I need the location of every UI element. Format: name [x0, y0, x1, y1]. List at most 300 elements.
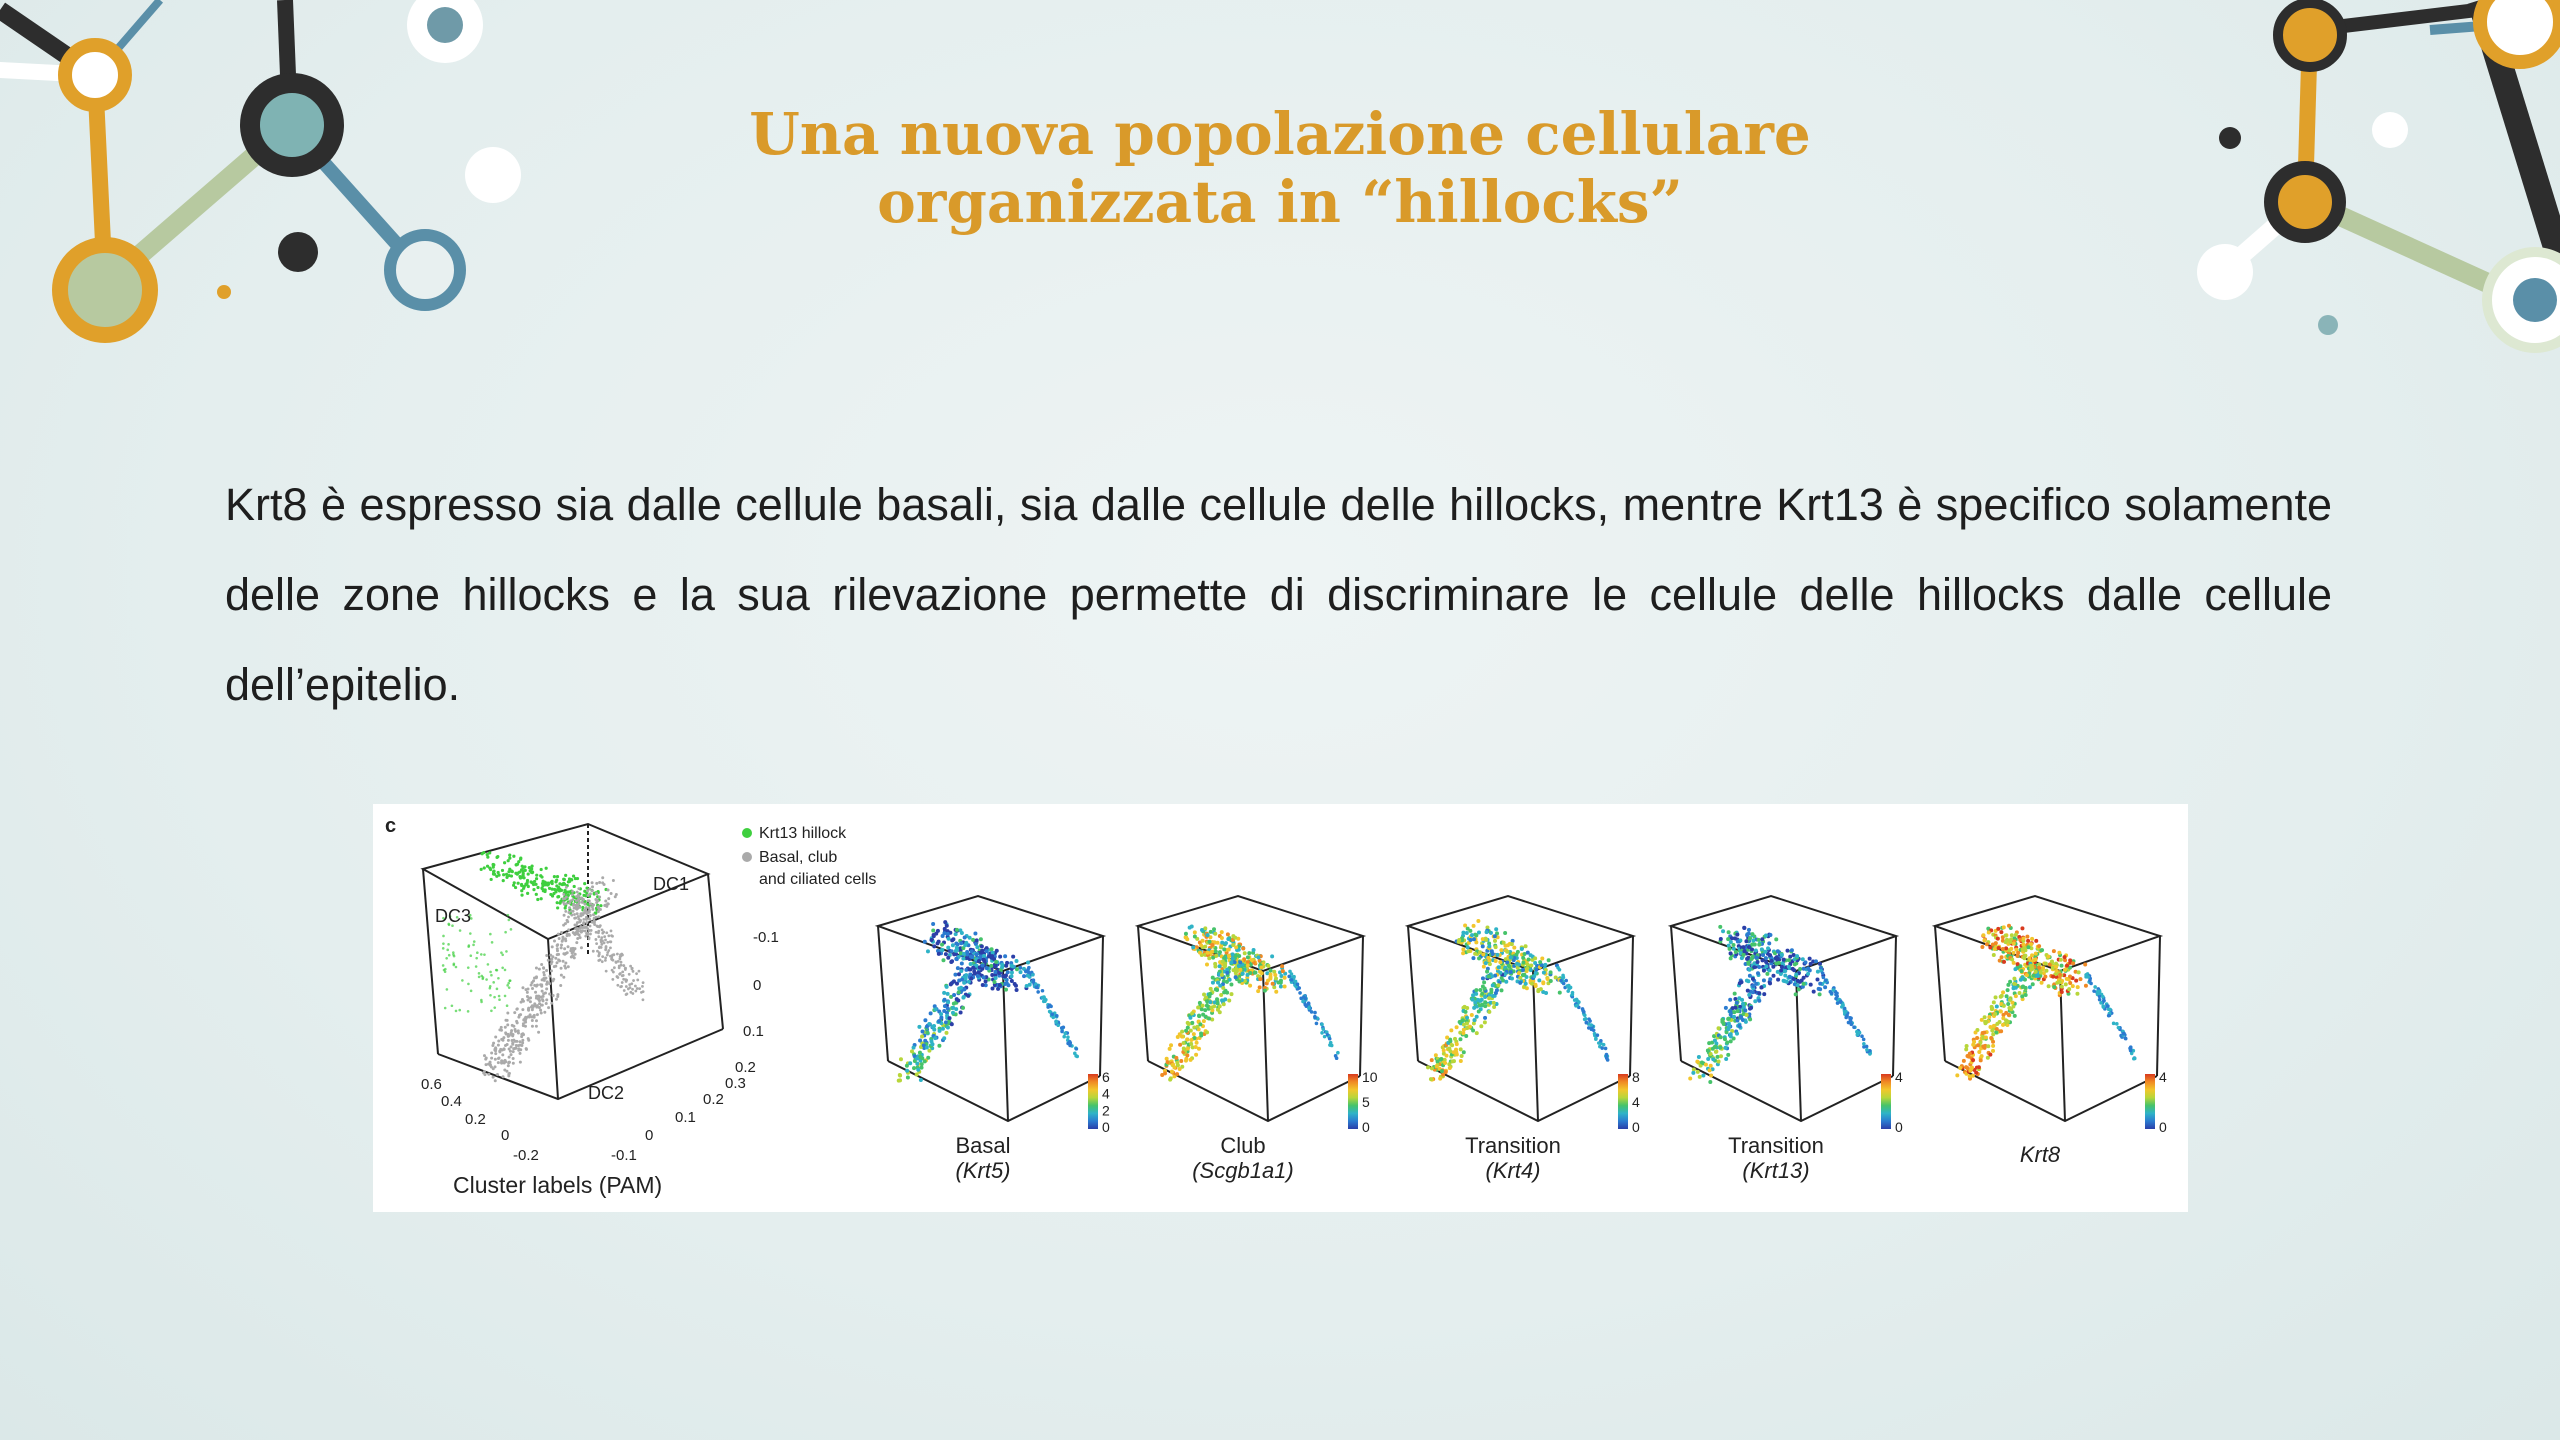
- scatter-point-hillock: [558, 889, 561, 892]
- scatter-point-hillock: [486, 865, 489, 868]
- panel-point: [1530, 982, 1534, 986]
- panel-point: [1767, 941, 1771, 945]
- panel-point: [1472, 1018, 1476, 1022]
- panel-point: [945, 985, 949, 989]
- panel-point: [1274, 990, 1278, 994]
- scatter-point-hillock: [467, 1010, 470, 1013]
- scatter-point-other: [483, 1054, 486, 1057]
- scatter-point-other: [581, 901, 584, 904]
- panel-point: [2032, 973, 2036, 977]
- panel-point: [1737, 996, 1741, 1000]
- scatter-point-other: [506, 1023, 509, 1026]
- panel-point: [2012, 977, 2016, 981]
- panel-point: [923, 940, 927, 944]
- scatter-point-other: [573, 932, 576, 935]
- panel-point: [2083, 963, 2087, 967]
- panel-point: [925, 1046, 929, 1050]
- panel-point: [1202, 1019, 1206, 1023]
- panel-point: [2021, 976, 2025, 980]
- panel-point: [2026, 939, 2030, 943]
- scatter-point-other: [636, 979, 639, 982]
- panel-point: [1487, 975, 1491, 979]
- panel-point: [1495, 953, 1499, 957]
- scatter-point-other: [572, 910, 575, 913]
- panel-point: [1461, 1018, 1465, 1022]
- panel-point: [1271, 982, 1275, 986]
- panel-point: [944, 952, 948, 956]
- panel-point: [1221, 959, 1225, 963]
- scatter-point-other: [568, 906, 571, 909]
- panel-point: [2006, 988, 2010, 992]
- panel-point: [1510, 942, 1514, 946]
- panel-point: [1816, 970, 1820, 974]
- panel-point: [1050, 1012, 1054, 1016]
- scatter-point-other: [565, 896, 568, 899]
- panel-point: [1430, 1058, 1434, 1062]
- scatter-point-other: [604, 959, 607, 962]
- scatter-point-other: [507, 1073, 510, 1076]
- scatter-point-other: [542, 971, 545, 974]
- panel-point: [1192, 1032, 1196, 1036]
- scatter-point-other: [598, 895, 601, 898]
- panel-point: [1478, 1003, 1482, 1007]
- panel-point: [1793, 962, 1797, 966]
- panel-point: [1056, 1023, 1060, 1027]
- scatter-point-hillock: [505, 950, 508, 953]
- panel-point: [1455, 1025, 1459, 1029]
- panel-point: [1459, 1047, 1463, 1051]
- panel-point: [1991, 1044, 1995, 1048]
- scatter-point-other: [545, 969, 548, 972]
- panel-point: [1988, 1053, 1992, 1057]
- panel-point: [1764, 956, 1768, 960]
- scatter-point-other: [597, 931, 600, 934]
- scatter-point-hillock: [490, 1009, 493, 1012]
- scatter-point-hillock: [487, 963, 490, 966]
- scatter-point-other: [542, 966, 545, 969]
- scatter-point-other: [527, 987, 530, 990]
- scatter-point-hillock: [526, 892, 529, 895]
- panel-point: [2060, 964, 2064, 968]
- panel-point: [2040, 981, 2044, 985]
- panel-point: [1977, 1050, 1981, 1054]
- panel-point: [1549, 979, 1553, 983]
- panel-point: [1494, 945, 1498, 949]
- panel-point: [1246, 955, 1250, 959]
- panel-point: [1589, 1023, 1593, 1027]
- panel-scatter-points: [1688, 925, 1872, 1084]
- panel-point: [915, 1073, 919, 1077]
- scatter-point-hillock: [515, 863, 518, 866]
- scatter-point-other: [512, 1039, 515, 1042]
- panel-point: [973, 932, 977, 936]
- panel-point: [1521, 961, 1525, 965]
- panel-point: [1481, 952, 1485, 956]
- scatter-point-other: [506, 1019, 509, 1022]
- panel-point: [995, 949, 999, 953]
- scatter-point-other: [577, 887, 580, 890]
- scatter-point-other: [502, 1075, 505, 1078]
- panel-point: [1290, 978, 1294, 982]
- panel-point: [1188, 1016, 1192, 1020]
- panel-point: [932, 1024, 936, 1028]
- scatter-point-other: [496, 1073, 499, 1076]
- panel-point: [1266, 979, 1270, 983]
- colorbar-tick: 10: [1362, 1069, 1378, 1085]
- panel-point: [1776, 978, 1780, 982]
- panel-point: [1497, 965, 1501, 969]
- panel-point: [2006, 1002, 2010, 1006]
- panel-point: [1709, 1073, 1713, 1077]
- scatter-point-other: [552, 994, 555, 997]
- scatter-point-hillock: [447, 943, 450, 946]
- scatter-point-hillock: [442, 942, 445, 945]
- scatter-point-other: [607, 897, 610, 900]
- panel-point: [1476, 919, 1480, 923]
- panel-point: [1791, 967, 1795, 971]
- panel-point: [1226, 937, 1230, 941]
- panel-point: [948, 1016, 952, 1020]
- panel-point: [906, 1075, 910, 1079]
- scatter-point-other: [591, 881, 594, 884]
- panel-point: [1256, 989, 1260, 993]
- colorbar-tick: 4: [1895, 1069, 1903, 1085]
- panel-point: [1175, 1061, 1179, 1065]
- slide-title-line-2: organizzata in “hillocks”: [877, 168, 1683, 236]
- panel-point: [1993, 1012, 1997, 1016]
- scatter-point-other: [641, 985, 644, 988]
- scatter-point-other: [623, 989, 626, 992]
- scatter-point-other: [601, 955, 604, 958]
- legend-label: Basal, club: [759, 849, 838, 866]
- panel-point: [980, 949, 984, 953]
- scatter-point-other: [510, 1031, 513, 1034]
- panel-point: [1540, 956, 1544, 960]
- panel-point: [1204, 996, 1208, 1000]
- panel-point: [2017, 991, 2021, 995]
- panel-point: [982, 959, 986, 963]
- panel-point: [1735, 1019, 1739, 1023]
- panel-point: [1979, 1058, 1983, 1062]
- panel-label: Transition: [1465, 1133, 1561, 1158]
- panel-point: [1817, 987, 1821, 991]
- scatter-point-hillock: [475, 957, 478, 960]
- scatter-point-hillock: [527, 872, 530, 875]
- panel-point: [1988, 945, 1992, 949]
- scatter-point-other: [605, 970, 608, 973]
- panel-point: [1238, 960, 1242, 964]
- panel-point: [1806, 972, 1810, 976]
- scatter-point-other: [589, 914, 592, 917]
- scatter-point-hillock: [507, 982, 510, 985]
- panel-point: [1818, 982, 1822, 986]
- scatter-point-other: [519, 1040, 522, 1043]
- panel-point: [2065, 964, 2069, 968]
- panel-point: [919, 1078, 923, 1082]
- panel-point: [1768, 981, 1772, 985]
- panel-point: [955, 997, 959, 1001]
- panel-point: [1041, 996, 1045, 1000]
- panel-point: [965, 950, 969, 954]
- panel-point: [2039, 948, 2043, 952]
- panel-point: [2077, 970, 2081, 974]
- scatter-point-other: [521, 1039, 524, 1042]
- panel-point: [2006, 983, 2010, 987]
- panel-gene-label: (Krt13): [1742, 1158, 1810, 1183]
- panel-point: [1010, 974, 1014, 978]
- scatter-point-other: [596, 950, 599, 953]
- panel-point: [1165, 1057, 1169, 1061]
- panel-point: [1475, 1031, 1479, 1035]
- scatter-point-other: [606, 941, 609, 944]
- panel-point: [2031, 982, 2035, 986]
- panel-point: [981, 983, 985, 987]
- panel-point: [2107, 1014, 2111, 1018]
- panel-point: [1468, 929, 1472, 933]
- panel-point: [1220, 936, 1224, 940]
- scatter-point-hillock: [565, 891, 568, 894]
- scatter-point-hillock: [540, 897, 543, 900]
- panel-point: [1529, 968, 1533, 972]
- scatter-point-other: [609, 955, 612, 958]
- panel-point: [1797, 987, 1801, 991]
- panel-scatter-points: [1955, 924, 2136, 1081]
- panel-point: [1209, 1005, 1213, 1009]
- scatter-point-other: [562, 898, 565, 901]
- panel-point: [2011, 951, 2015, 955]
- scatter-point-other: [521, 998, 524, 1001]
- panel-point: [2101, 1004, 2105, 1008]
- panel-point: [1698, 1075, 1702, 1079]
- scatter-point-other: [517, 1032, 520, 1035]
- scatter-point-other: [501, 1053, 504, 1056]
- panel-point: [946, 932, 950, 936]
- scatter-point-other: [616, 975, 619, 978]
- panel-point: [1491, 994, 1495, 998]
- panel-point: [1307, 1006, 1311, 1010]
- panel-point: [2052, 949, 2056, 953]
- scatter-point-other: [638, 970, 641, 973]
- scatter-point-other: [610, 930, 613, 933]
- panel-point: [1207, 1017, 1211, 1021]
- panel-point: [1211, 981, 1215, 985]
- scatter-point-other: [575, 941, 578, 944]
- scatter-point-other: [579, 925, 582, 928]
- scatter-point-hillock: [520, 889, 523, 892]
- panel-point: [1999, 995, 2003, 999]
- panel-point: [1194, 1045, 1198, 1049]
- scatter-point-other: [592, 950, 595, 953]
- panel-point: [1015, 959, 1019, 963]
- scatter-point-hillock: [502, 879, 505, 882]
- panel-point: [1746, 962, 1750, 966]
- scatter-point-hillock: [502, 873, 505, 876]
- panel-point: [1483, 995, 1487, 999]
- scatter-point-other: [562, 976, 565, 979]
- panel-point: [1482, 980, 1486, 984]
- scatter-point-hillock: [507, 859, 510, 862]
- panel-point: [2071, 961, 2075, 965]
- scatter-point-other: [583, 903, 586, 906]
- panel-point: [1709, 1064, 1713, 1068]
- panel-point: [939, 1016, 943, 1020]
- scatter-point-other: [591, 885, 594, 888]
- panel-point: [1770, 959, 1774, 963]
- scatter-point-other: [621, 974, 624, 977]
- panel-point: [1455, 1042, 1459, 1046]
- panel-point: [2058, 980, 2062, 984]
- scatter-point-other: [513, 1011, 516, 1014]
- panel-point: [1812, 990, 1816, 994]
- scatter-point-hillock: [541, 884, 544, 887]
- panel-point: [1714, 1045, 1718, 1049]
- scatter-point-hillock: [506, 1004, 509, 1007]
- panel-point: [2002, 960, 2006, 964]
- tick-dc3: 0.1: [675, 1109, 696, 1126]
- panel-point: [1995, 1005, 1999, 1009]
- panel-point: [2021, 937, 2025, 941]
- scatter-point-hillock: [508, 986, 511, 989]
- scatter-point-other: [551, 955, 554, 958]
- panel-point: [1320, 1031, 1324, 1035]
- panel-point: [1751, 977, 1755, 981]
- panel-point: [2034, 952, 2038, 956]
- scatter-point-other: [563, 914, 566, 917]
- scatter-point-other: [628, 973, 631, 976]
- panel-point: [1747, 932, 1751, 936]
- scatter-point-other: [551, 945, 554, 948]
- panel-point: [1493, 934, 1497, 938]
- scatter-point-hillock: [478, 976, 481, 979]
- scatter-point-other: [517, 1016, 520, 1019]
- panel-point: [1997, 946, 2001, 950]
- panel-point: [1014, 984, 1018, 988]
- panel-point: [2020, 994, 2024, 998]
- panel-point: [990, 973, 994, 977]
- panel-point: [1736, 1009, 1740, 1013]
- panel-point: [1515, 953, 1519, 957]
- colorbar: [1348, 1074, 1358, 1129]
- panel-point: [927, 1049, 931, 1053]
- panel-point: [1238, 968, 1242, 972]
- panel-point: [1766, 946, 1770, 950]
- scatter-point-other: [573, 907, 576, 910]
- scatter-point-other: [577, 904, 580, 907]
- panel-point: [2044, 969, 2048, 973]
- panel-point: [1283, 985, 1287, 989]
- panel-point: [1809, 983, 1813, 987]
- axis-label-dc2: DC2: [588, 1083, 625, 1103]
- panel-point: [2060, 990, 2064, 994]
- panel-point: [1241, 972, 1245, 976]
- ticks-dc2: [421, 1076, 539, 1164]
- panel-point: [1301, 1000, 1305, 1004]
- panel-point: [1447, 1062, 1451, 1066]
- scatter-point-other: [561, 936, 564, 939]
- scatter-point-hillock: [503, 861, 506, 864]
- scatter-point-other: [555, 998, 558, 1001]
- panel-point: [1487, 1010, 1491, 1014]
- scatter-point-other: [497, 1044, 500, 1047]
- scatter-point-other: [506, 1043, 509, 1046]
- scatter-point-other: [548, 992, 551, 995]
- scatter-point-hillock: [508, 919, 511, 922]
- scatter-point-other: [589, 902, 592, 905]
- panel-point: [1498, 971, 1502, 975]
- panel-point: [1964, 1047, 1968, 1051]
- panel-point: [1502, 941, 1506, 945]
- panel-point: [984, 979, 988, 983]
- scatter-point-other: [621, 970, 624, 973]
- scatter-point-other: [554, 957, 557, 960]
- panel-point: [1977, 1065, 1981, 1069]
- panel-point: [1822, 976, 1826, 980]
- panel-point: [2021, 943, 2025, 947]
- scatter-point-other: [556, 944, 559, 947]
- panel-point: [1585, 1021, 1589, 1025]
- panel-point: [1442, 1048, 1446, 1052]
- scatter-point-hillock: [508, 874, 511, 877]
- panel-point: [2005, 994, 2009, 998]
- panel-point: [959, 1010, 963, 1014]
- scatter-point-other: [550, 969, 553, 972]
- scatter-point-other: [612, 959, 615, 962]
- panel-gene-label: (Krt5): [955, 1158, 1011, 1183]
- scatter-point-other: [558, 937, 561, 940]
- scatter-point-other: [516, 1007, 519, 1010]
- panel-point: [1212, 927, 1216, 931]
- scatter-point-other: [586, 932, 589, 935]
- panel-point: [1537, 978, 1541, 982]
- panel-point: [923, 1039, 927, 1043]
- panel-point: [1762, 969, 1766, 973]
- scatter-point-other: [528, 997, 531, 1000]
- scatter-point-other: [527, 1007, 530, 1010]
- panel-point: [1987, 930, 1991, 934]
- scatter-point-hillock: [522, 869, 525, 872]
- panel-point: [2112, 1022, 2116, 1026]
- scatter-point-other: [582, 898, 585, 901]
- panel-point: [1329, 1041, 1333, 1045]
- panel-point: [1046, 1005, 1050, 1009]
- scatter-point-other: [621, 954, 624, 957]
- scatter-point-hillock: [510, 869, 513, 872]
- scatter-point-other: [625, 985, 628, 988]
- panel-point: [1464, 1010, 1468, 1014]
- panel-point: [1475, 1015, 1479, 1019]
- panel-point: [1445, 1035, 1449, 1039]
- panel-point: [1256, 955, 1260, 959]
- panel-point: [1839, 1000, 1843, 1004]
- panel-point: [1320, 1023, 1324, 1027]
- panel-point: [1448, 1066, 1452, 1070]
- panel-point: [1759, 985, 1763, 989]
- panel-point: [1524, 982, 1528, 986]
- scatter-point-other: [578, 901, 581, 904]
- panel-point: [957, 972, 961, 976]
- scatter-point-other: [531, 1025, 534, 1028]
- panel-point: [1763, 950, 1767, 954]
- panel-point: [982, 976, 986, 980]
- panel-point: [1194, 1053, 1198, 1057]
- scatter-point-hillock: [467, 966, 470, 969]
- panel-point: [1243, 951, 1247, 955]
- panel-point: [982, 954, 986, 958]
- panel-point: [1498, 960, 1502, 964]
- panel-point: [1542, 971, 1546, 975]
- panel-point: [1274, 976, 1278, 980]
- panel-point: [1792, 977, 1796, 981]
